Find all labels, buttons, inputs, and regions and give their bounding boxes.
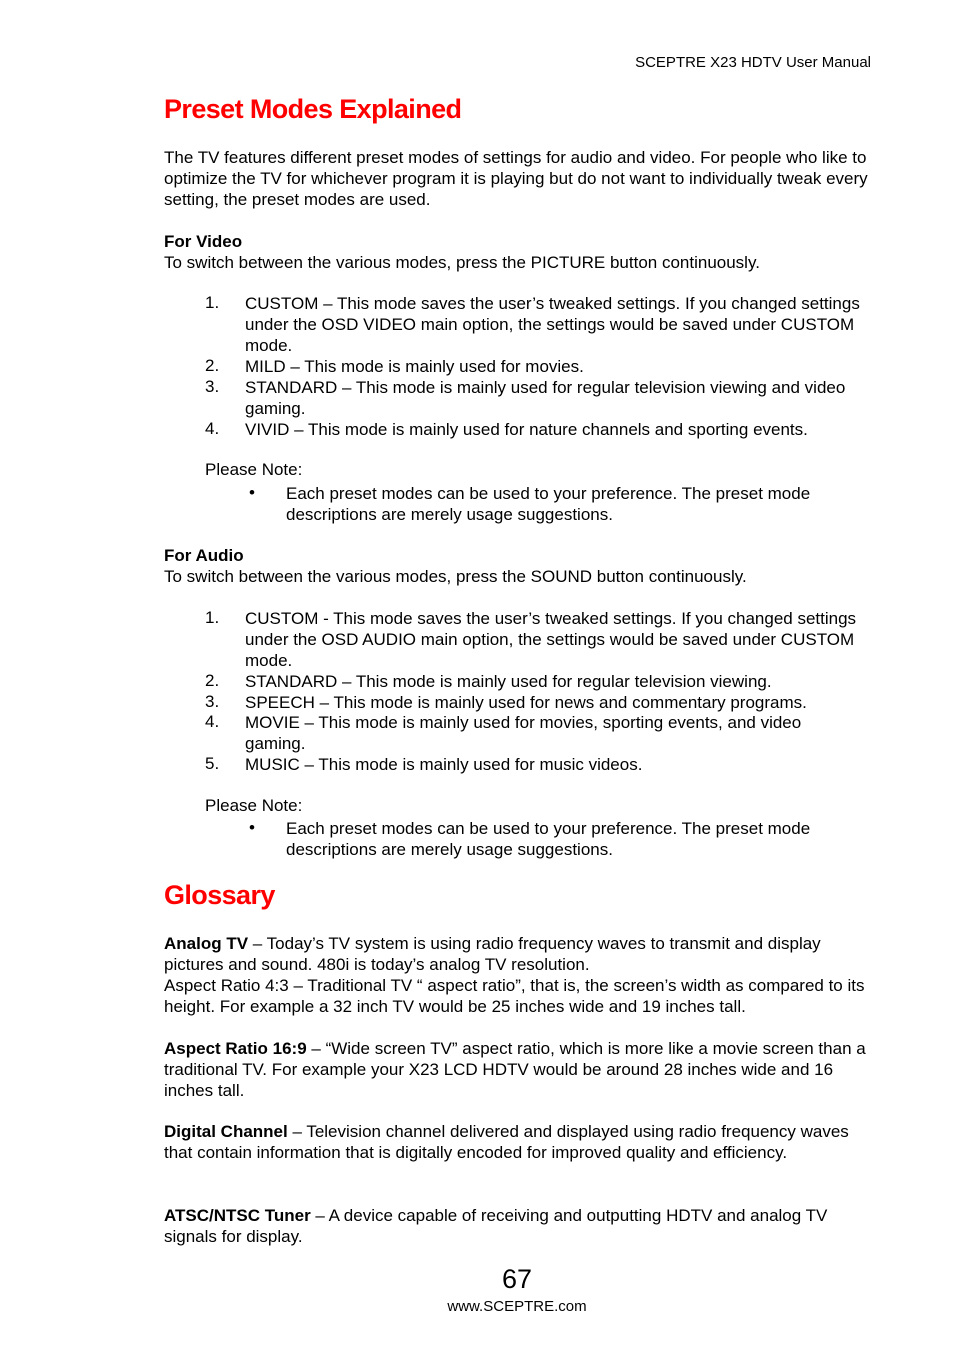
audio-note-bullet: •	[249, 818, 255, 837]
video-item-number: 2.	[205, 356, 220, 375]
video-item-text: STANDARD – This mode is mainly used for regular television viewing and video gaming.	[245, 378, 846, 418]
audio-instruction: To switch between the various modes, press the SOUND button continuously.	[164, 567, 747, 586]
audio-item-number: 3.	[205, 692, 220, 711]
glossary-definition: Aspect Ratio 4:3 – Traditional TV “ aspect ratio”, that is, the screen’s width as compared to its height. For example a 32 inch TV would be 25 inches wide and 19 inches tall.	[164, 976, 865, 1016]
glossary-entry	[164, 975, 876, 1017]
audio-note-text: Each preset modes can be used to your preference. The preset mode descriptions are merely usage suggestions.	[286, 819, 811, 859]
audio-item-text: STANDARD – This mode is mainly used for regular television viewing.	[245, 672, 772, 691]
glossary-term: Aspect Ratio 16:9	[164, 1039, 307, 1058]
video-note-label: Please Note:	[205, 460, 303, 479]
footer-website: www.SCEPTRE.com	[447, 1298, 587, 1315]
glossary-definition: – “Wide screen TV” aspect ratio, which is more like a movie screen than a traditional TV. For example your X23 LCD HDTV would be around 28 inches wide and 16 inches tall.	[164, 1039, 866, 1100]
audio-item-number: 1.	[205, 608, 220, 627]
audio-item-text: SPEECH – This mode is mainly used for news and commentary programs.	[245, 693, 807, 712]
document-header: SCEPTRE X23 HDTV User Manual	[635, 54, 871, 71]
glossary-entry	[164, 1038, 876, 1101]
audio-note-label: Please Note:	[205, 796, 303, 815]
glossary-term: Analog TV	[164, 934, 249, 953]
section-title-glossary: Glossary	[164, 880, 275, 910]
glossary-entry	[164, 1121, 876, 1163]
glossary-entry	[164, 1205, 876, 1247]
video-instruction: To switch between the various modes, press the PICTURE button continuously.	[164, 253, 760, 272]
video-item-number: 1.	[205, 293, 220, 312]
video-note-bullet: •	[249, 483, 255, 502]
video-heading: For Video	[164, 232, 243, 251]
page-number: 67	[501, 1264, 533, 1294]
glossary-definition: – Today’s TV system is using radio frequency waves to transmit and display pictures and sound. 480i is today’s analog TV resolution.	[164, 934, 821, 974]
video-note-text: Each preset modes can be used to your preference. The preset mode descriptions are merely usage suggestions.	[286, 484, 811, 524]
glossary-term: Digital Channel	[164, 1122, 288, 1141]
video-item-text: VIVID – This mode is mainly used for nature channels and sporting events.	[245, 420, 808, 439]
video-item-text: CUSTOM – This mode saves the user’s tweaked settings. If you changed settings under the OSD VIDEO main option, the settings would be saved under CUSTOM mode.	[245, 294, 860, 355]
video-item-text: MILD – This mode is mainly used for movies.	[245, 357, 584, 376]
intro-paragraph: The TV features different preset modes of settings for audio and video. For people who like to optimize the TV for whichever program it is playing but do not want to individually tweak every setting, the preset modes are used.	[164, 148, 868, 209]
audio-heading: For Audio	[164, 546, 244, 565]
glossary-definition: – Television channel delivered and displayed using radio frequency waves that contain information that is digitally encoded for improved quality and efficiency.	[164, 1122, 849, 1162]
audio-item-number: 2.	[205, 671, 220, 690]
audio-item-number: 4.	[205, 712, 220, 731]
section-title-preset-modes: Preset Modes Explained	[164, 94, 462, 124]
audio-item-text: MUSIC – This mode is mainly used for music videos.	[245, 755, 643, 774]
glossary-term: ATSC/NTSC Tuner	[164, 1206, 311, 1225]
audio-item-text: MOVIE – This mode is mainly used for movies, sporting events, and video gaming.	[245, 713, 802, 753]
audio-item-text: CUSTOM - This mode saves the user’s tweaked settings. If you changed settings under the OSD AUDIO main option, the settings would be saved under CUSTOM mode.	[245, 609, 857, 670]
glossary-entry	[164, 933, 876, 975]
video-item-number: 3.	[205, 377, 220, 396]
video-item-number: 4.	[205, 419, 220, 438]
glossary-definition: – A device capable of receiving and outputting HDTV and analog TV signals for display.	[164, 1206, 828, 1246]
audio-item-number: 5.	[205, 754, 220, 773]
